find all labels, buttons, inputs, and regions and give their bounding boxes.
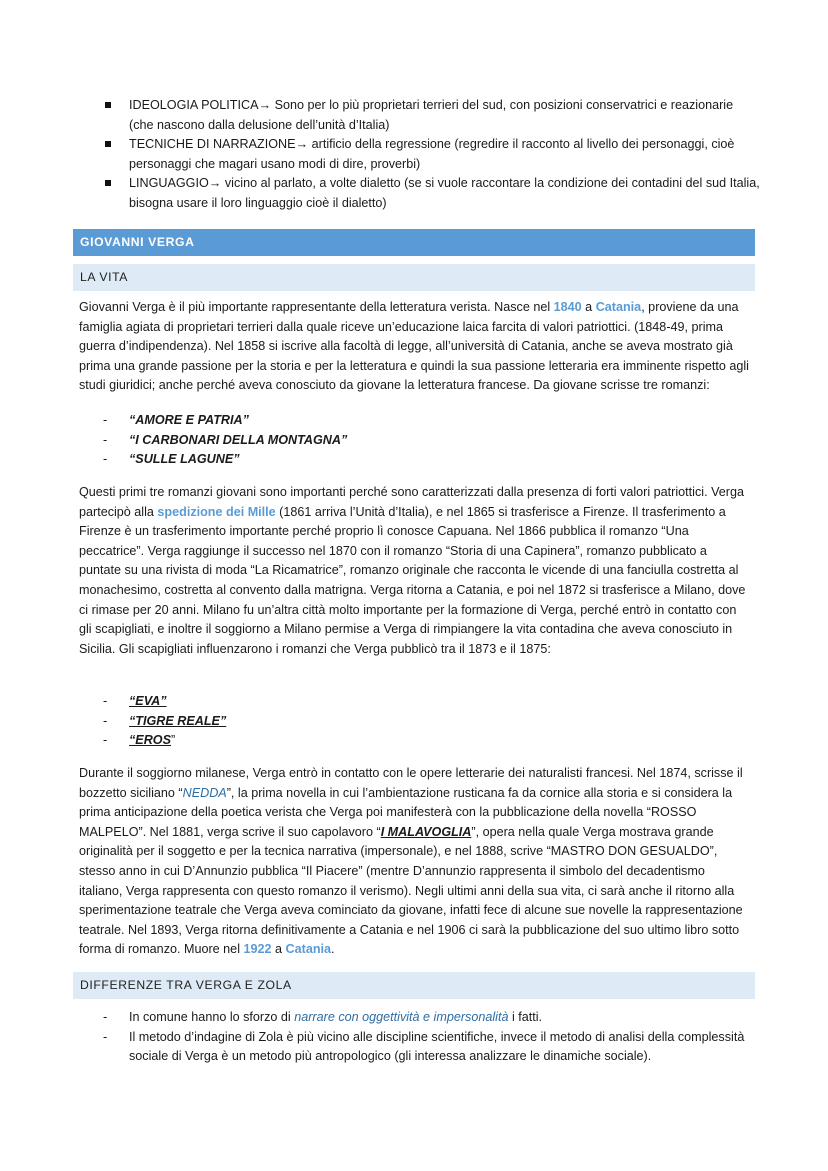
list-item: - “SULLE LAGUNE” [103, 452, 240, 467]
paragraph-verismo-works: Durante il soggiorno milanese, Verga entrò in contatto con le opere letterarie dei naturalisti francesi. Nel 1874, scrisse il bozzetto siciliano “NEDDA”, la prima novella in cui l’ambientazione rusticana fa da cornice alla storia e si considera la prima anticipazione della poetica verista che Verga poi manifesterà con la pubblicazione della novella “ROSSO MALPELO”. Nel 1881, verga scrive il suo capolavoro “I MALAVOGLIA”, opera nella quale Verga mostrava grande originalità per il soggetto e per la tecnica narrativa (impersonale), e nel 1888, scrive “MASTRO DON GESUALDO”, stesso anno in cui D’Annunzio pubblica “Il Piacere” (mentre D’annunzio rappresenta il simbolo del decadentismo italiano, Verga rappresenta con questo romanzo il verismo). Negli ultimi anni della sua vita, ci sarà anche il ritorno alla sperimentazione teatrale che Verga aveva cominciato da giovane, infatti fece di alcune sue novelle la rappresentazione teatrale. Nel 1893, Verga ritorna definitivamente a Catania e nel 1906 ci sarà la pubblicazione del suo ultimo libro sotto forma di romanzo. Muore nel 1922 a Catania. [79, 766, 743, 957]
paragraph-biography-intro: Giovanni Verga è il più importante rappresentante della letteratura verista. Nasce nel 1840 a Catania, proviene da una famiglia agiata di proprietari terrieri dalla quale riceve un’educazione laica farcita di valori patriottici. (1848-49, prima guerra d’indipendenza). Nel 1858 si iscrive alla facoltà di legge, all’università di Catania, anche se aveva mostrato già prima una grande passione per la storia e per la letteratura e quindi la sua passione letteraria era imminente rispetto agli studi giuridici; anche perché aveva conosciuto da giovane la letteratura francese. Da giovane scrisse tre romanzi: [79, 300, 749, 393]
list-item: - “TIGRE REALE” [103, 713, 227, 728]
list-item: - Il metodo d’indagine di Zola è più vicino alle discipline scientifiche, invece il metodo di analisi della complessità sociale di Verga è un metodo più antropologico (gli interessa analizzare le dinamiche sociale). [103, 1029, 745, 1064]
list-item: - “EVA” [103, 694, 167, 708]
heading-la-vita: LA VITA [73, 264, 755, 291]
list-item: - “EROS” [103, 733, 176, 748]
heading-differenze-verga-zola: DIFFERENZE TRA VERGA E ZOLA [73, 972, 755, 999]
list-item: TECNICHE DI NARRAZIONE→ artificio della regressione (regredire il racconto al livello dei personaggi, cioè personaggi che magari usano modi di dire, proverbi) [100, 135, 760, 174]
heading-giovanni-verga: GIOVANNI VERGA [73, 229, 755, 256]
square-bullet-icon [105, 141, 111, 147]
arrow-icon: → [258, 98, 272, 112]
milan-novels-list [100, 692, 760, 751]
differences-list [100, 1008, 760, 1067]
list-item: IDEOLOGIA POLITICA→ Sono per lo più proprietari terrieri del sud, con posizioni conservatrici e reazionarie (che nascono dalla delusione dell’unità d’Italia) [100, 96, 760, 135]
square-bullet-icon [105, 180, 111, 186]
arrow-icon: → [295, 137, 309, 152]
list-item: LINGUAGGIO→ vicino al parlato, a volte dialetto (se si vuole raccontare la condizione dei contadini del sud Italia, bisogna usare il loro linguaggio cioè il dialetto) [100, 174, 760, 213]
paragraph-florence-milan: Questi primi tre romanzi giovani sono importanti perché sono caratterizzati dalla presenza di forti valori patriottici. Verga partecipò alla spedizione dei Mille (1861 arriva l’Unità d’Italia), e nel 1865 si trasferisce a Firenze. Il trasferimento a Firenze è un trasferimento importante perché proprio lì conosce Capuana. Nel 1866 pubblica il romanzo “Una peccatrice”. Verga raggiunge il successo nel 1870 con il romanzo “Storia di una Capinera”, romanzo pubblicato a puntate su una rivista di moda “La Ricamatrice”, romanzo originale che racconta le vicende di una fanciulla costretta al monachesimo, costretta al convento dalla matrigna. Verga ritorna a Catania, e poi nel 1872 si trasferisce a Milano, dove ci rimase per 20 anni. Milano fu un’altra città molto importante per la formazione di Verga, perché entrò in contatto con gli scapigliati, e inoltre il soggiorno a Milano permise a Verga di rimpiangere la vita contadina che aveva conosciuto in Sicilia. Gli scapigliati influenzarono i romanzi che Verga pubblicò tra il 1873 e il 1875: [79, 485, 746, 656]
intro-bullet-list [100, 96, 760, 214]
list-item: - In comune hanno lo sforzo di narrare con oggettività e impersonalità i fatti. [103, 1010, 543, 1024]
early-novels-list [100, 411, 760, 470]
list-item: - “I CARBONARI DELLA MONTAGNA” [103, 432, 348, 447]
square-bullet-icon [105, 102, 111, 108]
arrow-icon: → [208, 176, 222, 191]
list-item: - “AMORE E PATRIA” [103, 413, 249, 427]
